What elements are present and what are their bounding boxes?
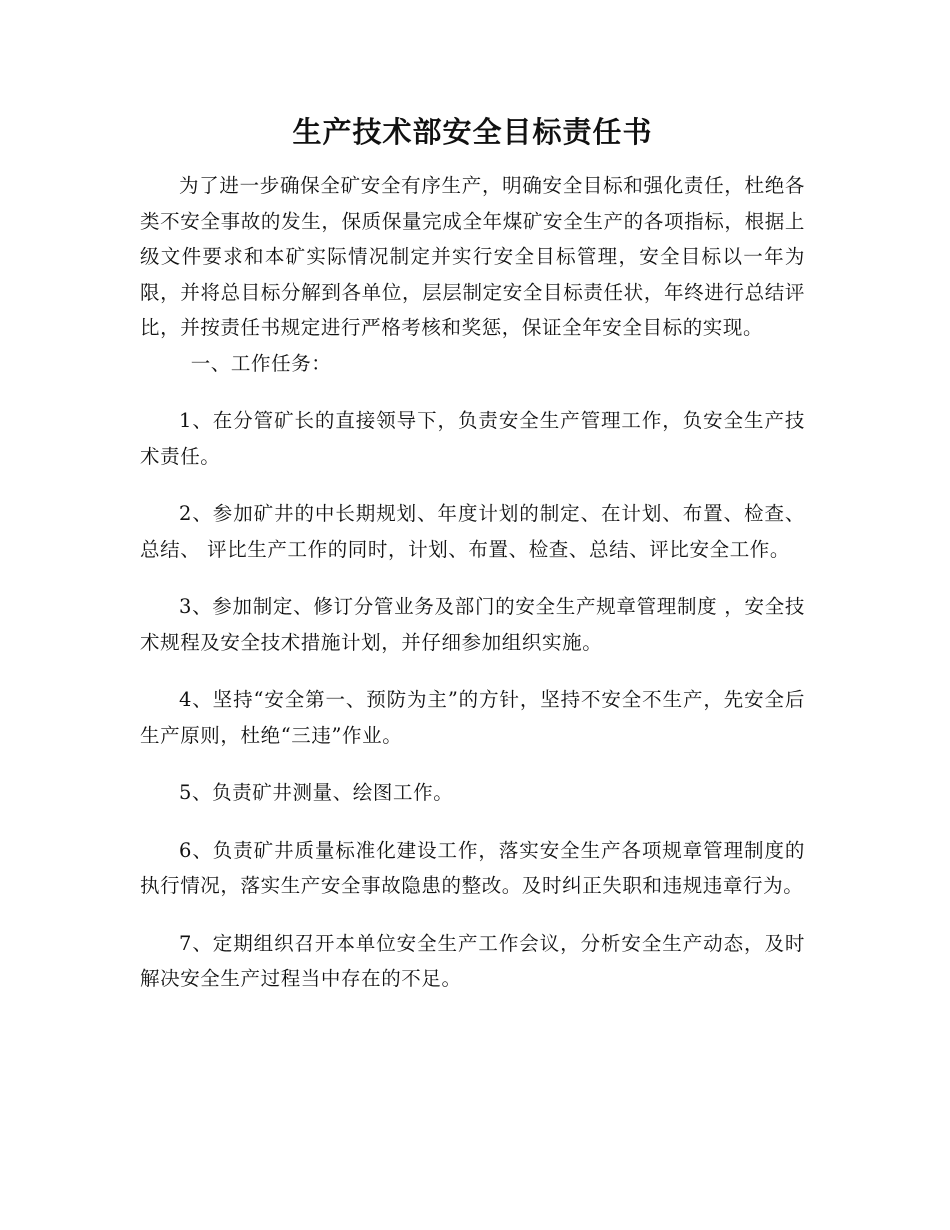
task-item-1: 1、在分管矿长的直接领导下，负责安全生产管理工作，负安全生产技术责任。: [140, 409, 805, 468]
task-item-6: 6、负责矿井质量标准化建设工作，落实安全生产各项规章管理制度的执行情况，落实生产安全事故隐患的整改。及时纠正失职和违规违章行为。: [140, 838, 805, 897]
section-heading-work-tasks: 一、工作任务：: [190, 351, 332, 375]
document-title: 生产技术部安全目标责任书: [292, 115, 653, 149]
intro-paragraph: 为了进一步确保全矿安全有序生产，明确安全目标和强化责任，杜绝各类不安全事故的发生，保质保量完成全年煤矿安全生产的各项指标，根据上级文件要求和本矿实际情况制定并实行安全目标管理，安全目标以一年为限，并将总目标分解到各单位，层层制定安全目标责任状，年终进行总结评比，并按责任书规定进行严格考核和奖惩，保证全年安全目标的实现。: [140, 174, 805, 339]
document-body: [140, 108, 805, 997]
task-item-4: 4、坚持“安全第一、预防为主”的方针，坚持不安全不生产，先安全后生产原则，杜绝“三违”作业。: [140, 688, 805, 747]
task-item-7: 7、定期组织召开本单位安全生产工作会议，分析安全生产动态，及时解决安全生产过程当中存在的不足。: [140, 931, 805, 990]
task-item-5: 5、负责矿井测量、绘图工作。: [179, 781, 454, 804]
task-item-3: 3、参加制定、修订分管业务及部门的安全生产规章管理制度 ，安全技术规程及安全技术措施计划，并仔细参加组织实施。: [140, 595, 805, 654]
task-item-2: 2、参加矿井的中长期规划、年度计划的制定、在计划、布置、检查、总结、 评比生产工作的同时，计划、布置、检查、总结、评比安全工作。: [140, 502, 805, 561]
